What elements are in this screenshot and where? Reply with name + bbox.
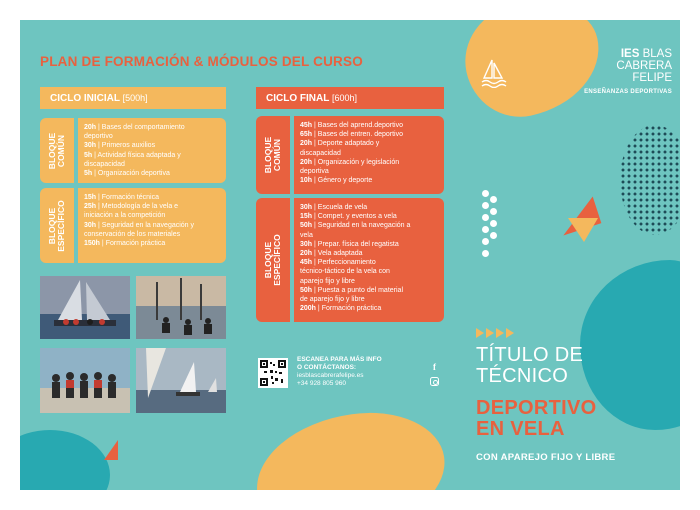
module-row: 10h | Género y deporte bbox=[300, 177, 373, 185]
school-name: BLAS bbox=[642, 48, 672, 60]
bloque-label-side bbox=[40, 118, 74, 183]
module-name: Primeros auxilios bbox=[101, 142, 156, 150]
bloque-label: BLOQUE COMÚN bbox=[263, 136, 282, 174]
module-row bbox=[300, 277, 438, 286]
module-name: Bases del comportamiento bbox=[101, 124, 185, 131]
contact-title: O CONTÁCTANOS: bbox=[297, 364, 357, 371]
ciclo-final-hours: [600h] bbox=[331, 93, 357, 103]
bloque-items bbox=[78, 118, 226, 183]
bloque-comun-final bbox=[256, 116, 444, 194]
module-name: Organización y legislación bbox=[317, 158, 400, 166]
sailing-photo bbox=[40, 348, 130, 413]
module-hours: 30h bbox=[84, 221, 97, 229]
module-row: 30h | Prepar. física del regatista bbox=[300, 240, 399, 248]
module-name: Formación práctica bbox=[321, 305, 382, 313]
module-hours: 50h bbox=[300, 222, 313, 230]
module-hours: 150h bbox=[84, 240, 100, 248]
module-row: 20h | Vela adaptada bbox=[300, 250, 363, 258]
decorative-blob-bottom-left bbox=[20, 430, 110, 490]
module-hours: 30h bbox=[300, 240, 313, 248]
module-row bbox=[300, 167, 438, 176]
phone-number[interactable]: +34 928 805 960 bbox=[297, 380, 346, 387]
school-logo bbox=[562, 48, 672, 95]
plan-title: PLAN DE FORMACIÓN & MÓDULOS DEL CURSO bbox=[40, 54, 363, 69]
module-name: deportivo bbox=[84, 133, 113, 141]
module-hours: 20h bbox=[300, 140, 313, 148]
module-name: Prepar. física del regatista bbox=[317, 240, 399, 248]
module-hours: 50h bbox=[300, 286, 313, 294]
bloque-label: BLOQUE ESPECÍFICO bbox=[47, 199, 66, 252]
website-link[interactable]: iesblascabrerafelipe.es bbox=[297, 372, 364, 379]
decorative-triangle bbox=[568, 218, 598, 242]
facebook-icon[interactable]: f bbox=[433, 362, 436, 372]
module-row bbox=[300, 231, 438, 240]
ciclo-final-title: CICLO FINAL bbox=[266, 93, 330, 104]
module-row: 150h | Formación práctica bbox=[84, 240, 166, 248]
module-hours: 15h bbox=[84, 194, 97, 201]
contact-title: ESCANEA PARA MÁS INFO bbox=[297, 356, 382, 363]
bloque-especifico-inicial bbox=[40, 188, 226, 263]
module-name: Organización deportiva bbox=[97, 170, 170, 178]
module-row: 5h | Organización deportiva bbox=[84, 170, 170, 178]
module-name: Seguridad en la navegación y bbox=[101, 221, 195, 229]
module-name: Metodología de la vela e bbox=[101, 203, 179, 211]
decorative-dot-pattern bbox=[620, 125, 680, 235]
school-subtitle: ENSEÑANZAS DEPORTIVAS bbox=[584, 89, 672, 95]
module-row: 20h | Bases del comportamiento bbox=[84, 124, 185, 131]
module-name: aparejo fijo y libre bbox=[300, 277, 355, 285]
module-row: 65h | Bases del entren. deportivo bbox=[300, 131, 404, 139]
module-row: 15h | Formación técnica bbox=[84, 194, 159, 201]
sailing-icon bbox=[480, 58, 510, 88]
module-row bbox=[84, 160, 220, 169]
module-name: discapacidad bbox=[300, 149, 341, 157]
sailing-photo bbox=[136, 276, 226, 339]
module-row: 45h | Bases del aprend.deportivo bbox=[300, 122, 404, 129]
module-row bbox=[300, 149, 438, 158]
decorative-dots bbox=[482, 190, 489, 262]
school-name-bold: IES bbox=[620, 48, 640, 60]
module-row: 5h | Actividad física adaptada y bbox=[84, 151, 181, 159]
bloque-label: BLOQUE ESPECÍFICO bbox=[263, 234, 282, 286]
module-name: Compet. y eventos a vela bbox=[317, 213, 397, 221]
module-name: técnico-táctico de la vela con bbox=[300, 268, 390, 276]
module-hours: 25h bbox=[84, 203, 97, 211]
module-name: conservación de los materiales bbox=[84, 230, 181, 238]
module-row bbox=[84, 230, 220, 239]
school-name: FELIPE bbox=[632, 72, 672, 84]
bloque-comun-inicial bbox=[40, 118, 226, 183]
module-row: 50h | Puesta a punto del material bbox=[300, 286, 404, 294]
module-row: 15h | Compet. y eventos a vela bbox=[300, 213, 397, 221]
module-name: vela bbox=[300, 231, 313, 239]
sailing-photo bbox=[136, 348, 226, 413]
module-name: Vela adaptada bbox=[317, 250, 363, 258]
module-row: 200h | Formación práctica bbox=[300, 305, 382, 313]
hero-subtitle: CON APAREJO FIJO Y LIBRE bbox=[476, 452, 616, 463]
module-hours: 20h bbox=[84, 124, 97, 131]
ciclo-inicial-hours: [500h] bbox=[122, 93, 148, 103]
module-hours: 45h bbox=[300, 122, 313, 129]
module-hours: 20h bbox=[300, 250, 313, 258]
module-hours: 200h bbox=[300, 305, 316, 313]
module-row bbox=[300, 295, 438, 304]
module-hours: 10h bbox=[300, 177, 313, 185]
brochure-page bbox=[20, 20, 680, 490]
social-links bbox=[430, 363, 439, 391]
bloque-label-side bbox=[256, 116, 290, 194]
module-name: Bases del aprend.deportivo bbox=[317, 122, 404, 129]
instagram-icon[interactable] bbox=[430, 377, 439, 386]
module-name: Actividad física adaptada y bbox=[97, 151, 181, 159]
module-row: 50h | Seguridad en la navegación a bbox=[300, 222, 411, 230]
sailing-photo bbox=[40, 276, 130, 339]
module-row: 30h | Seguridad en la navegación y bbox=[84, 221, 195, 229]
module-row: 45h | Perfeccionamiento bbox=[300, 259, 376, 267]
module-name: Seguridad en la navegación a bbox=[317, 222, 411, 230]
module-name: iniciación a la competición bbox=[84, 212, 166, 220]
module-name: Puesta a punto del material bbox=[317, 286, 404, 294]
bloque-items bbox=[78, 188, 226, 263]
bloque-items bbox=[294, 198, 444, 322]
bloque-label: BLOQUE COMÚN bbox=[47, 132, 66, 169]
module-name: Escuela de vela bbox=[317, 204, 368, 211]
module-name: Perfeccionamiento bbox=[317, 259, 376, 267]
school-name: CABRERA bbox=[616, 60, 672, 72]
module-hours: 45h bbox=[300, 259, 313, 267]
contact-info bbox=[297, 356, 437, 388]
bloque-label-side bbox=[256, 198, 290, 322]
module-name: deportiva bbox=[300, 168, 329, 176]
bloque-label-side bbox=[40, 188, 74, 263]
module-name: Bases del entren. deportivo bbox=[317, 131, 404, 139]
ciclo-inicial-title: CICLO INICIAL bbox=[50, 93, 120, 104]
qr-code[interactable] bbox=[258, 358, 288, 388]
module-hours: 65h bbox=[300, 131, 313, 139]
module-name: discapacidad bbox=[84, 160, 125, 168]
decorative-blob-bottom bbox=[248, 402, 451, 490]
module-row: 30h | Escuela de vela bbox=[300, 204, 368, 211]
ciclo-final-header bbox=[256, 87, 444, 109]
hero-title-highlight: DEPORTIVO EN VELA bbox=[476, 397, 597, 440]
module-hours: 15h bbox=[300, 213, 313, 221]
module-row bbox=[84, 132, 220, 141]
arrow-decoration bbox=[476, 325, 516, 343]
module-name: de aparejo fijo y libre bbox=[300, 296, 365, 304]
ciclo-inicial-header bbox=[40, 87, 226, 109]
module-hours: 5h bbox=[84, 151, 93, 159]
bloque-especifico-final bbox=[256, 198, 444, 322]
module-hours: 5h bbox=[84, 170, 93, 178]
module-row: 20h | Organización y legislación bbox=[300, 158, 400, 166]
decorative-triangle bbox=[104, 440, 118, 460]
module-hours: 20h bbox=[300, 158, 313, 166]
module-name: Formación práctica bbox=[105, 240, 166, 248]
module-name: Formación técnica bbox=[101, 194, 159, 201]
hero-title: TÍTULO DE TÉCNICO bbox=[476, 344, 584, 387]
module-row bbox=[300, 267, 438, 276]
module-name: Deporte adaptado y bbox=[317, 140, 380, 148]
bloque-items bbox=[294, 116, 444, 194]
module-hours: 30h bbox=[300, 204, 313, 211]
decorative-dots bbox=[490, 196, 497, 244]
module-name: Género y deporte bbox=[317, 177, 373, 185]
module-row: 20h | Deporte adaptado y bbox=[300, 140, 380, 148]
module-row bbox=[84, 211, 220, 220]
module-row: 25h | Metodología de la vela e bbox=[84, 203, 179, 211]
module-hours: 30h bbox=[84, 142, 97, 150]
module-row: 30h | Primeros auxilios bbox=[84, 142, 156, 150]
